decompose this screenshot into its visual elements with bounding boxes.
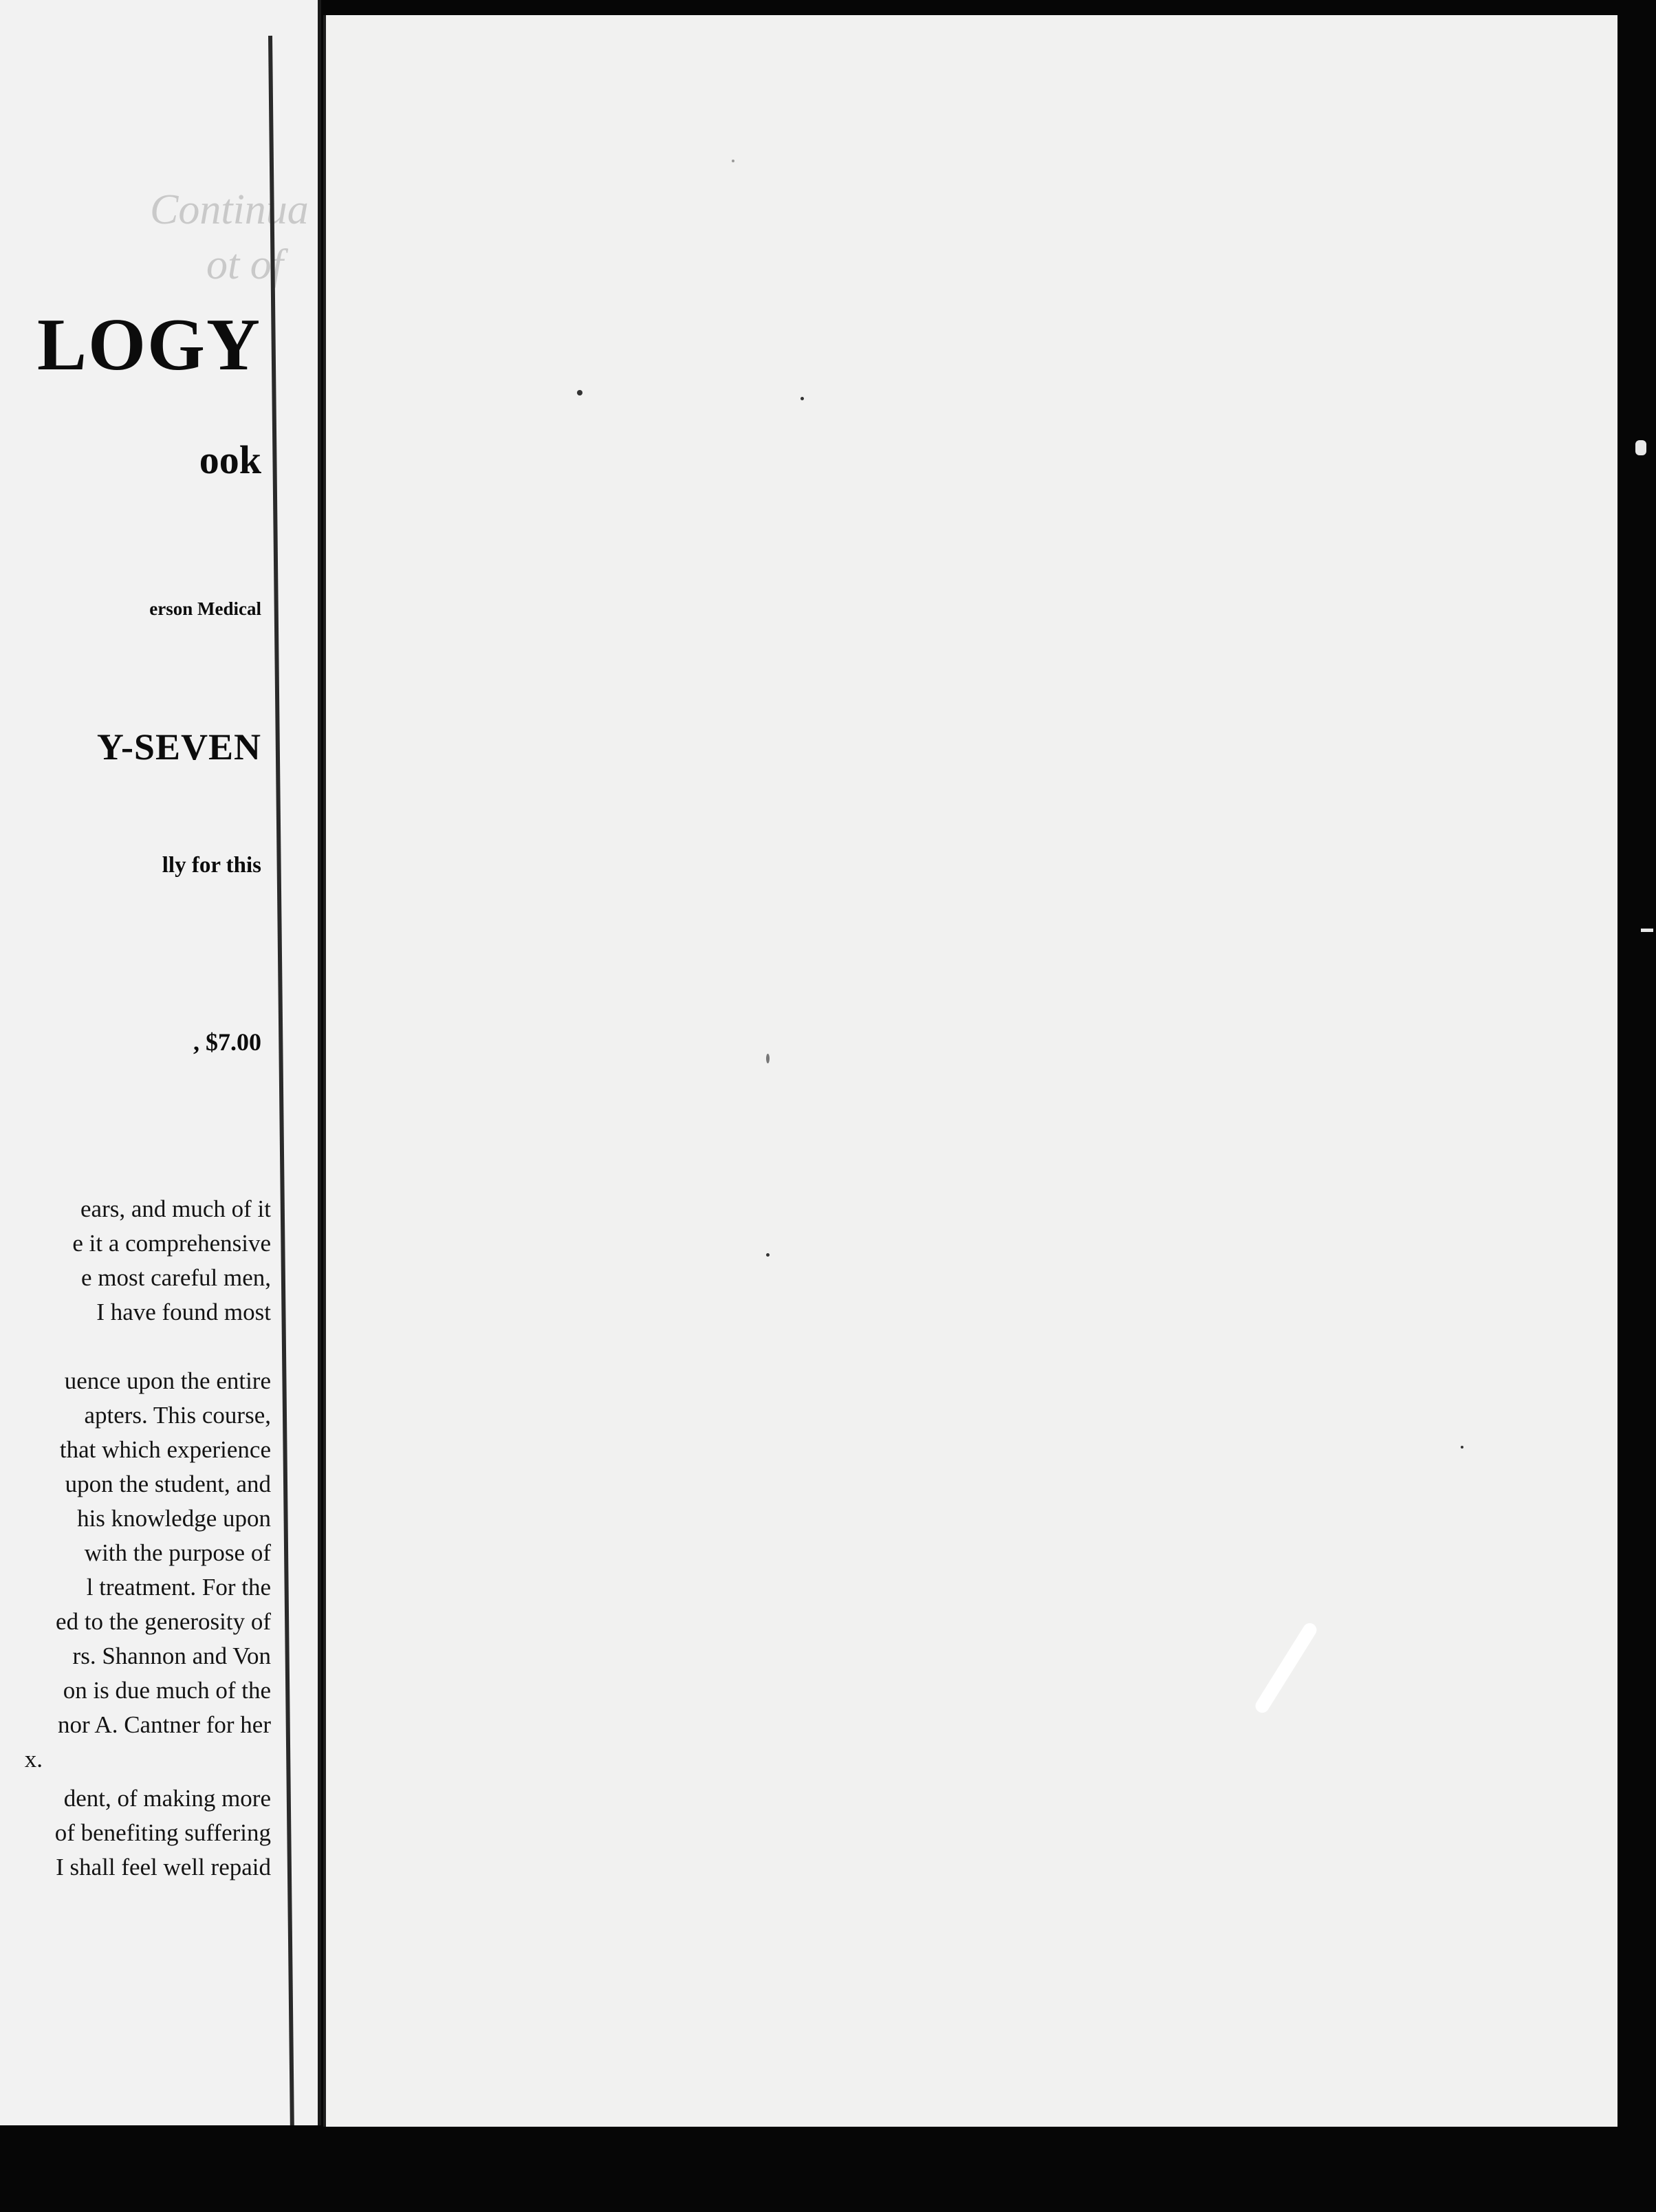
paper-speck <box>1461 1446 1463 1449</box>
right-page-blank <box>323 15 1617 2127</box>
subtitle-fragment: ook <box>199 437 261 482</box>
body-line: ed to the generosity of <box>56 1608 271 1635</box>
body-line: dent, of making more <box>63 1785 271 1812</box>
body-line: uence upon the entire <box>64 1367 271 1394</box>
show-through-text: Continua <box>150 186 309 233</box>
body-line: apters. This course, <box>84 1402 271 1429</box>
body-line: nor A. Cantner for her <box>57 1711 271 1738</box>
body-line: rs. Shannon and Von <box>72 1642 271 1669</box>
body-line: e it a comprehensive <box>72 1230 271 1257</box>
body-line: on is due much of the <box>63 1677 271 1704</box>
body-line: that which experience <box>59 1436 271 1463</box>
body-line: with the purpose of <box>84 1539 271 1566</box>
price-fragment: , $7.00 <box>193 1028 261 1056</box>
paper-speck <box>800 397 804 400</box>
prepared-fragment: lly for this <box>162 853 261 878</box>
body-line: upon the student, and <box>65 1471 271 1497</box>
body-line: I shall feel well repaid <box>56 1854 271 1880</box>
body-line: his knowledge upon <box>77 1505 271 1532</box>
illustrations-fragment: Y-SEVEN <box>96 726 261 768</box>
paper-speck <box>577 390 582 395</box>
body-line: e most careful men, <box>80 1264 271 1291</box>
paper-speck <box>766 1253 770 1257</box>
body-line: x. <box>24 1746 43 1772</box>
show-through-text: ot of <box>206 241 283 288</box>
paper-speck <box>732 160 734 162</box>
edge-artifact <box>1635 440 1646 455</box>
page-gutter <box>268 36 294 2125</box>
left-page <box>0 0 321 2125</box>
paper-speck <box>766 1054 770 1063</box>
author-fragment: erson Medical <box>149 598 261 619</box>
edge-artifact <box>1641 929 1653 932</box>
title-fragment: LOGY <box>36 304 261 386</box>
body-line: I have found most <box>96 1299 271 1325</box>
body-line: of benefiting suffering <box>54 1819 271 1846</box>
body-line: l treatment. For the <box>86 1574 271 1601</box>
body-line: ears, and much of it <box>80 1195 271 1222</box>
